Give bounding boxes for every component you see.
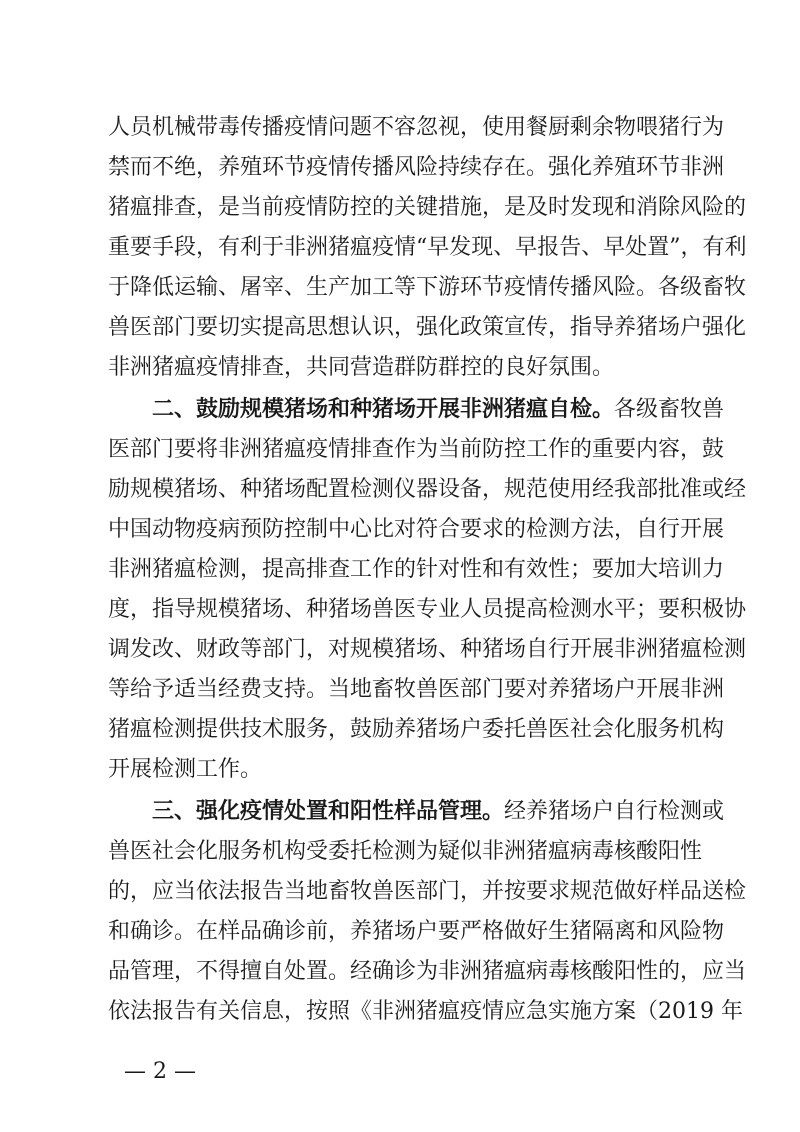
paragraph-line: 中国动物疫病预防控制中心比对符合要求的检测方法，自行开展 [108,517,725,542]
paragraph-line: 开展检测工作。 [108,757,263,782]
paragraph-line: 和确诊。在样品确诊前，养猪场户要严格做好生猪隔离和风险物 [108,919,725,944]
section-3-first-line [152,792,725,832]
paragraph-line: 重要手段，有利于非洲猪瘟疫情“早发现、早报告、早处置”，有利 [108,235,747,260]
paragraph-line: 猪瘟排查，是当前疫情防控的关键措施，是及时发现和消除风险的 [108,195,747,220]
paragraph-line: 调发改、财政等部门，对规模猪场、种猪场自行开展非洲猪瘟检测 [108,637,747,662]
section-3-first-line-text: 经养猪场户自行检测或 [504,799,725,824]
paragraph-line: 依法报告有关信息，按照《非洲猪瘟疫情应急实施方案（2019 年 [108,999,743,1024]
paragraph-line: 医部门要将非洲猪瘟疫情排查作为当前防控工作的重要内容，鼓 [108,437,725,462]
paragraph-line: 非洲猪瘟检测，提高排查工作的针对性和有效性；要加大培训力 [108,557,725,582]
section-2-first-line-text: 各级畜牧兽 [614,397,725,422]
paragraph-line: 人员机械带毒传播疫情问题不容忽视，使用餐厨剩余物喂猪行为 [108,115,725,140]
paragraph-line: 品管理，不得擅自处置。经确诊为非洲猪瘟病毒核酸阳性的，应当 [108,959,747,984]
paragraph-line: 励规模猪场、种猪场配置检测仪器设备，规范使用经我部批准或经 [108,477,747,502]
paragraph-line: 禁而不绝，养殖环节疫情传播风险持续存在。强化养殖环节非洲 [108,155,725,180]
section-3-heading: 三、强化疫情处置和阳性样品管理。 [152,799,505,824]
paragraph-line: 度，指导规模猪场、种猪场兽医专业人员提高检测水平；要积极协 [108,597,747,622]
section-2-first-line [152,390,725,430]
paragraph-line: 于降低运输、屠宰、生产加工等下游环节疫情传播风险。各级畜牧 [108,275,747,300]
paragraph-line: 的，应当依法报告当地畜牧兽医部门，并按要求规范做好样品送检 [108,879,747,904]
section-2-heading: 二、鼓励规模猪场和种猪场开展非洲猪瘟自检。 [152,397,615,422]
paragraph-line: 等给予适当经费支持。当地畜牧兽医部门要对养猪场户开展非洲 [108,677,725,702]
paragraph-line: 非洲猪瘟疫情排查，共同营造群防群控的良好氛围。 [108,355,615,380]
paragraph-line: 兽医部门要切实提高思想认识，强化政策宣传，指导养猪场户强化 [108,315,747,340]
page-number: — 2 — [124,1059,196,1084]
paragraph-line: 猪瘟检测提供技术服务，鼓励养猪场户委托兽医社会化服务机构 [108,717,725,742]
paragraph-line: 兽医社会化服务机构受委托检测为疑似非洲猪瘟病毒核酸阳性 [108,839,703,864]
